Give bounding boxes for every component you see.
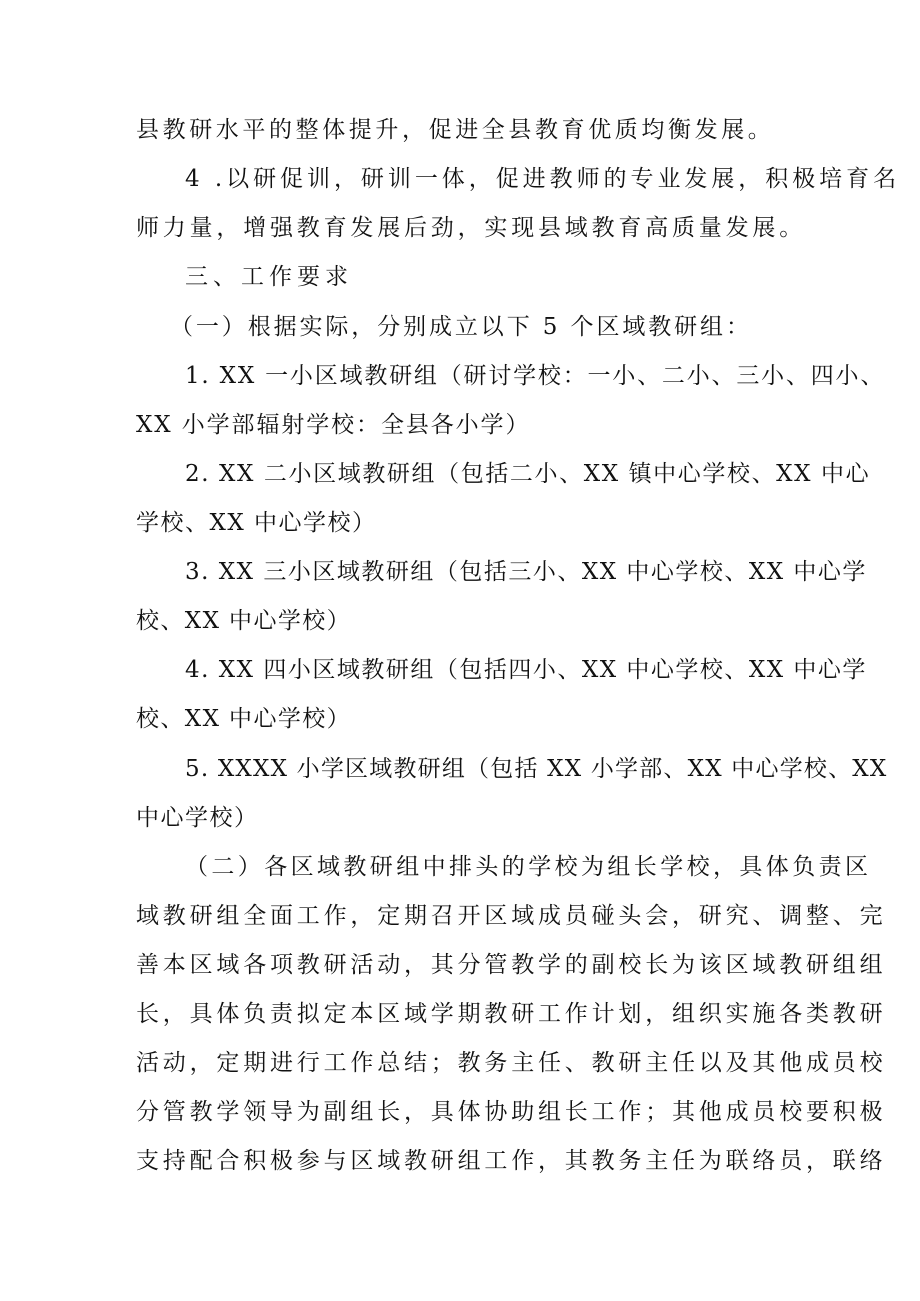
- text-line: 1. XX 一小区域教研组（研讨学校：一小、二小、三小、四小、: [185, 363, 886, 389]
- text-line: 分管教学领导为副组长，具体协助组长工作；其他成员校要积极: [136, 1099, 887, 1125]
- text-line: 3. XX 三小区域教研组（包括三小、XX 中心学校、XX 中心学: [185, 559, 867, 585]
- text-line: 域教研组全面工作，定期召开区域成员碰头会，研究、调整、完: [136, 903, 887, 929]
- text-line: 支持配合积极参与区域教研组工作，其教务主任为联络员，联络: [136, 1148, 887, 1174]
- text-line: （一）根据实际，分别成立以下 5 个区域教研组：: [170, 314, 752, 340]
- text-line: 2. XX 二小区域教研组（包括二小、XX 镇中心学校、XX 中心: [185, 461, 871, 487]
- text-line: 师力量，增强教育发展后劲，实现县域教育高质量发展。: [136, 215, 806, 241]
- text-line: 校、XX 中心学校）: [136, 608, 352, 634]
- text-line: 县教研水平的整体提升，促进全县教育优质均衡发展。: [136, 117, 775, 143]
- text-line: 5. XXXX 小学区域教研组（包括 XX 小学部、XX 中心学校、XX: [185, 756, 888, 782]
- text-line: （二）各区域教研组中排头的学校为组长学校，具体负责区: [185, 854, 872, 880]
- text-line: 4. XX 四小区域教研组（包括四小、XX 中心学校、XX 中心学: [185, 657, 867, 683]
- text-line: 善本区域各项教研活动，其分管教学的副校长为该区域教研组组: [136, 952, 887, 978]
- text-line: 学校、XX 中心学校）: [136, 510, 377, 536]
- text-line: 长，具体负责拟定本区域学期教研工作计划，组织实施各类教研: [136, 1001, 887, 1027]
- text-line: 活动，定期进行工作总结；教务主任、教研主任以及其他成员校: [136, 1050, 887, 1076]
- text-line: 校、XX 中心学校）: [136, 706, 352, 732]
- text-line: XX 小学部辐射学校：全县各小学）: [136, 412, 531, 438]
- text-line: 4 .以研促训，研训一体，促进教师的专业发展，积极培育名: [185, 166, 901, 192]
- text-line: 中心学校）: [136, 805, 259, 831]
- section-heading: 三、工作要求: [185, 264, 353, 290]
